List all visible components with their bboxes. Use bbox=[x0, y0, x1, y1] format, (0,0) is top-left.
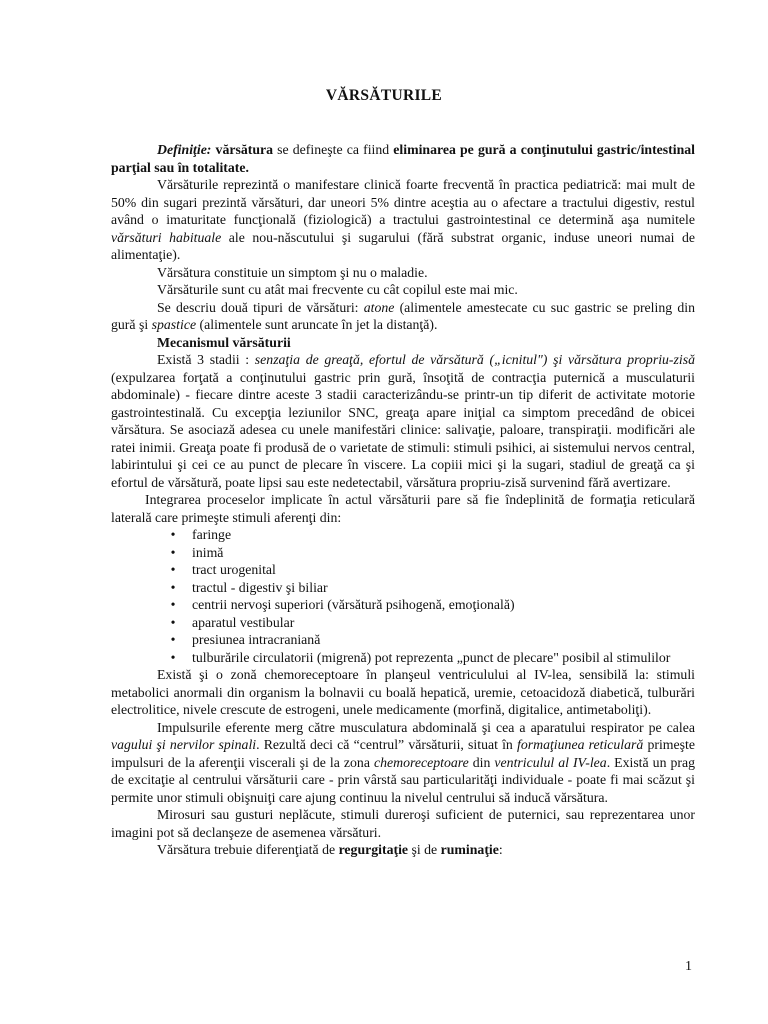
list-item-text: presiunea intracraniană bbox=[192, 632, 321, 647]
definition-term: vărsătura bbox=[215, 142, 274, 157]
list-item bbox=[111, 544, 695, 562]
italic-span: chemoreceptoare bbox=[373, 754, 469, 770]
page-title: VĂRSĂTURILE bbox=[325, 87, 443, 104]
bullet-icon: • bbox=[170, 544, 176, 560]
text-span: . Rezultă deci că “centrul” vărsăturii, situat în bbox=[256, 737, 518, 752]
italic-span: spastice bbox=[151, 317, 197, 332]
list-item-text: tulburările circulatorii (migrenă) pot reprezenta „punct de plecare" posibil al stimulilor bbox=[192, 649, 671, 665]
bullet-icon: • bbox=[170, 527, 176, 542]
bullet-icon: • bbox=[170, 614, 176, 630]
list-item bbox=[111, 526, 695, 544]
paragraph-triggers: Mirosuri sau gusturi neplăcute, stimuli dureroşi suficient de puternici, sau reprezentarea unor imagini pot să declanşeze de asemenea vărsături. bbox=[111, 807, 695, 840]
italic-span: ventriculul al IV-lea bbox=[494, 754, 607, 770]
text-span: (alimentele sunt aruncate în jet la distanţă). bbox=[196, 317, 438, 332]
definition-bold-text: eliminarea pe gură a conţinutului gastric/intestinal parţial sau în totalitate. bbox=[111, 142, 696, 175]
list-item-text: inimă bbox=[192, 544, 224, 560]
paragraph-efferent bbox=[111, 719, 695, 807]
paragraph-types bbox=[111, 299, 695, 334]
text-span: : bbox=[498, 842, 503, 857]
definition-paragraph bbox=[111, 141, 695, 176]
text-span: ale nou-născutului şi sugarului (fără substrat organic, induse uneori numai de alimentaţie). bbox=[111, 229, 695, 262]
text-span: . Există un prag de excitaţie al centrului vărsăturii care - prin vârstă sau particularităţi individuale - poate fi mai scăzut şi permite unor stimuli obişnuiţi care ajung continuu la nivelul centrului să inducă vărsătura. bbox=[111, 754, 695, 805]
definition-label: Definiţie: bbox=[157, 142, 212, 157]
italic-span: senzaţia de greaţă, efortul de vărsătură („icnitul") şi vărsătura propriu-zisă bbox=[254, 352, 695, 367]
text-span: Există 3 stadii : bbox=[157, 352, 255, 367]
bullet-icon: • bbox=[170, 597, 176, 612]
list-item bbox=[111, 631, 695, 649]
page-number: 1 bbox=[685, 959, 692, 974]
text-span: (alimentele amestecate cu suc gastric se preling din gură şi bbox=[111, 299, 695, 332]
list-item bbox=[111, 596, 695, 614]
italic-span: vagului şi nervilor spinali bbox=[111, 737, 257, 752]
paragraph-symptom: Vărsătura constituie un simptom şi nu o maladie. bbox=[157, 264, 428, 280]
bullet-icon: • bbox=[170, 579, 176, 595]
list-item bbox=[111, 649, 695, 667]
bullet-icon: • bbox=[170, 649, 176, 665]
list-item-text: faringe bbox=[192, 527, 232, 542]
text-span: (expulzarea forţată a conţinutului gastric prin gură, însoţită de contracţia puternică a musculaturii abdominale) - fiecare dintre aceste 3 stadii caracterizându-se printr-un tip diferit de activitate motorie gastrointestinală. Cu excepţia leziunilor SNC, greaţa apare iniţial ca simptom precedând de obicei vărsătura. Se asociază adesea cu unele manifestări clinice: salivaţie, paloare, transpiraţii. modificări ale ratei inimii. Greaţa poate fi produsă de o varietate de stimuli: stimuli psihici, ai sistemului nervos central, labirintului şi cei ce au punct de plecare în viscere. La copiii mici şi la sugari, stadiul de greaţă ca şi efortul de vărsătură, poate lipsi sau este nedetectabil, vărsătura propriu-zisă survenind fără avertizare. bbox=[111, 369, 695, 490]
paragraph-differentiation bbox=[111, 841, 695, 859]
text-span: din bbox=[468, 754, 495, 770]
paragraph-age: Vărsăturile sunt cu atât mai frecvente cu cât copilul este mai mic. bbox=[157, 282, 518, 297]
paragraph-integration: Integrarea proceselor implicate în actul vărsăturii pare să fie îndeplinită de formaţia reticulară laterală care primeşte stimuli aferenţi din: bbox=[111, 492, 695, 525]
text-span: primeşte impulsuri de la aferenţii viscerali şi de la zona bbox=[111, 737, 695, 770]
italic-span: formaţiunea reticulară bbox=[517, 737, 644, 752]
italic-span: atone bbox=[363, 299, 395, 315]
italic-span: vărsături habituale bbox=[111, 229, 222, 245]
list-item bbox=[111, 614, 695, 632]
definition-text: se defineşte ca fiind bbox=[273, 142, 394, 157]
text-span: Se descriu două tipuri de vărsături: bbox=[157, 299, 364, 315]
bold-span: regurgitaţie bbox=[338, 842, 409, 857]
section-heading-mechanism: Mecanismul vărsăturii bbox=[157, 334, 291, 350]
bold-span: ruminaţie bbox=[440, 842, 499, 857]
list-item-text: aparatul vestibular bbox=[192, 614, 295, 630]
list-item-text: tract urogenital bbox=[192, 562, 276, 577]
paragraph-frequency bbox=[111, 176, 695, 264]
bullet-icon: • bbox=[170, 562, 176, 577]
stimuli-list bbox=[111, 526, 695, 666]
list-item bbox=[111, 561, 695, 579]
list-item-text: tractul - digestiv şi biliar bbox=[192, 579, 328, 595]
text-span: Impulsurile eferente merg către musculatura abdominală şi cea a aparatului respirator pe calea bbox=[157, 719, 695, 735]
text-span: Vărsătura trebuie diferenţiată de bbox=[157, 842, 339, 857]
paragraph-chemoreceptor: Există şi o zonă chemoreceptoare în planşeul ventriculului al IV-lea, sensibilă la: stimuli metabolici anormali din organism la bolnavii cu boală hepatică, uremie, cetoacidoză diabetică, tulburări electrolitice, nivele crescute de estrogeni, unele medicamente (morfină, digitalice, antimetaboliţi). bbox=[111, 667, 695, 717]
list-item-text: centrii nervoşi superiori (vărsătură psihogenă, emoţională) bbox=[192, 597, 515, 612]
list-item bbox=[111, 579, 695, 597]
document-body bbox=[111, 141, 695, 859]
text-span: Vărsăturile reprezintă o manifestare clinică foarte frecventă în practica pediatrică: mai mult de 50% din sugari prezintă vărsături, dar uneori 5% dintre aceştia au o afectare a tractului digestiv, restul având o imaturitate funcţională (fiziologică) a tractului gastrointestinal ce determină aşa numitele bbox=[111, 177, 695, 227]
text-span: şi de bbox=[408, 842, 441, 857]
bullet-icon: • bbox=[170, 632, 176, 647]
paragraph-stages bbox=[111, 351, 695, 491]
